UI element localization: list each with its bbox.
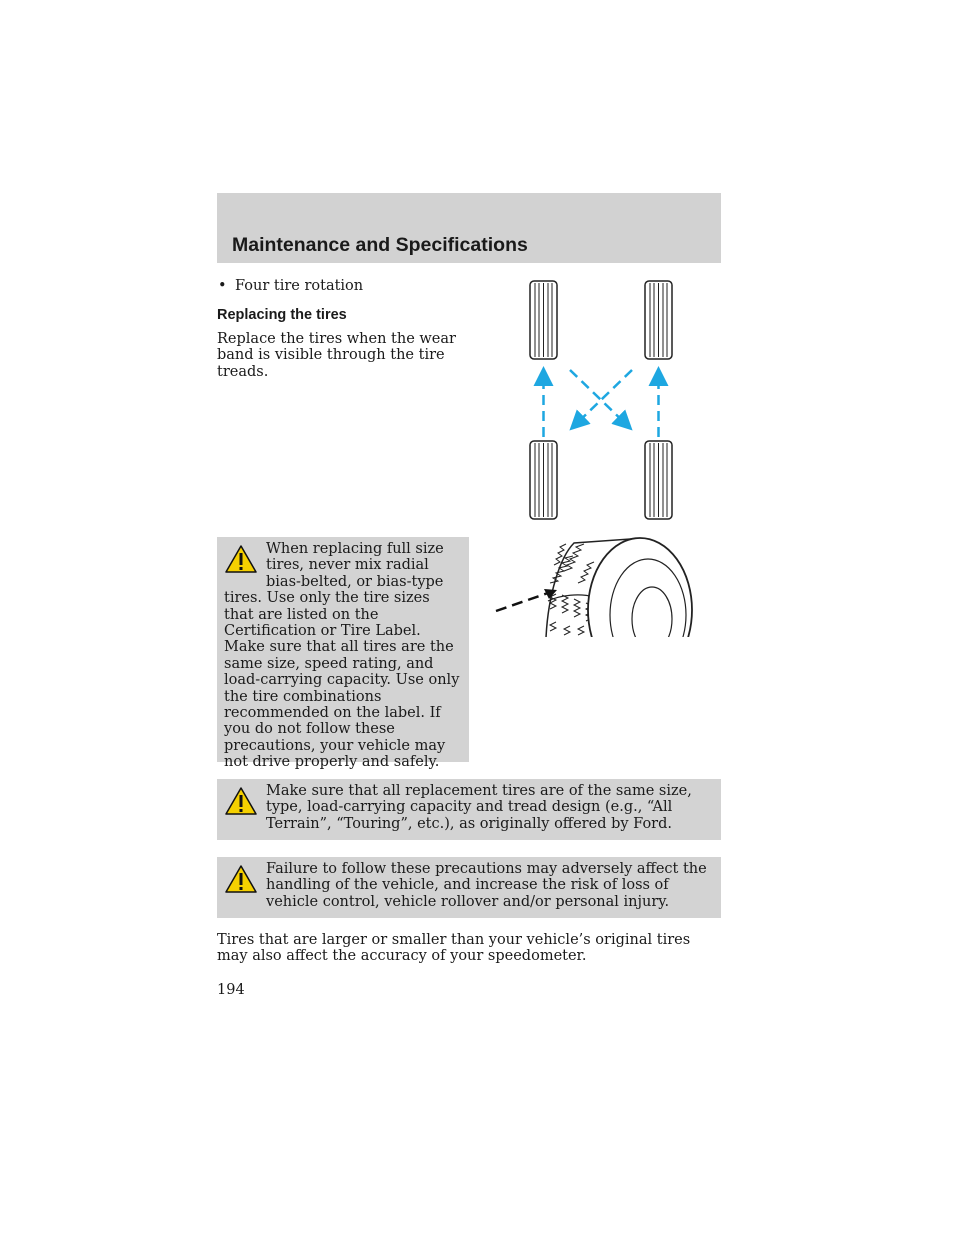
tire-front-left-icon — [530, 281, 557, 359]
arrow-front-left-to-rear-right — [570, 370, 629, 427]
warning-box-tire-mixing — [217, 537, 469, 771]
warning-text: Failure to follow these precautions may adversely affect the handling of the vehicle, and increase the risk of loss of vehicle control, vehicle rollover and/or personal injury. — [266, 861, 707, 910]
section-header — [217, 193, 721, 263]
warning-triangle-icon — [224, 544, 258, 574]
tire-front-right-icon — [645, 281, 672, 359]
replacing-tires-heading: Replacing the tires — [217, 307, 347, 323]
wear-band-pointer-arrow — [496, 593, 548, 611]
warning-text: Make sure that all replacement tires are of the same size, type, load-carrying capacity and tread design (e.g., “All Terrain”, “Touring”, etc.), as originally offered by Ford. — [266, 783, 692, 832]
tire-rear-left-icon — [530, 441, 557, 519]
warning-triangle-icon — [224, 786, 258, 816]
rotation-bullet — [218, 277, 363, 295]
rotation-bullet-text: Four tire rotation — [235, 278, 364, 294]
warning-box-replacement-tires — [217, 779, 721, 840]
arrow-front-right-to-rear-left — [573, 370, 632, 427]
warning-triangle-icon — [224, 864, 258, 894]
speedometer-note: Tires that are larger or smaller than your vehicle’s original tires may also affect the accuracy of your speedometer. — [217, 932, 691, 965]
tire-rotation-diagram — [520, 275, 690, 530]
warning-text: When replacing full size tires, never mix radial bias-belted, or bias-type tires. Use only the tire sizes that are listed on the Certification or Tire Label. Make sure that all tires are the same size, speed rating, and load-carrying capacity. Use only the tire combinations recommended on the label. If you do not follow these precautions, your vehicle may not drive properly and safely. — [224, 541, 460, 771]
section-title: Maintenance and Specifications — [232, 234, 528, 256]
tire-wear-band-illustration — [490, 535, 700, 645]
replacing-tires-text: Replace the tires when the wear band is visible through the tire treads. — [217, 331, 456, 380]
tire-rear-right-icon — [645, 441, 672, 519]
page-number: 194 — [217, 982, 245, 998]
bullet-dot-icon: • — [218, 278, 227, 294]
warning-box-precautions — [217, 857, 721, 918]
